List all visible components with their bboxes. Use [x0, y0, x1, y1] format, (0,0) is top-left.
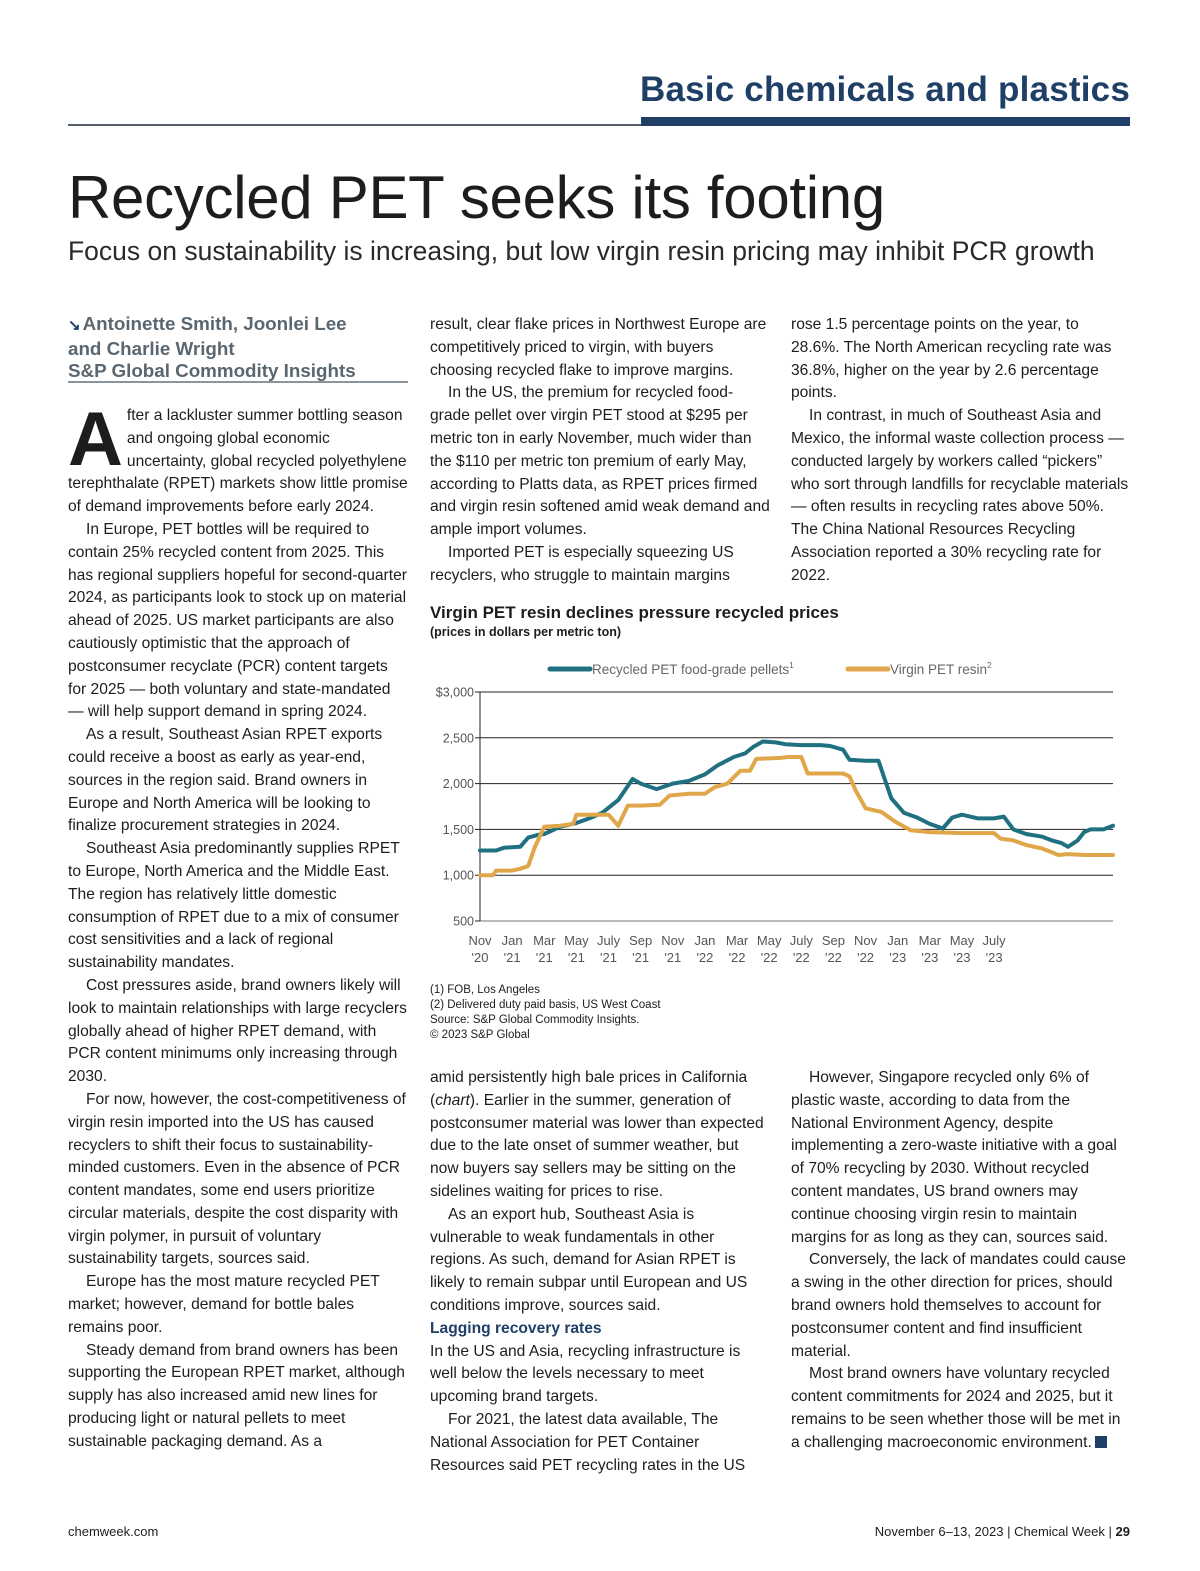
- x-tick-label: Jan: [887, 933, 909, 948]
- y-tick-label: 500: [453, 914, 474, 929]
- x-tick-label-year: '21: [503, 950, 521, 965]
- section-subhead: Lagging recovery rates: [430, 1319, 602, 1337]
- paragraph: As a result, Southeast Asian RPET exports could receive a boost as early as year-end, sources in the region said. Brand owners in Europe and North America will be looking to finalize procurement strategies in 2024.: [68, 726, 383, 835]
- paragraph: For 2021, the latest data available, The National Association for PET Container Resources said PET recycling rates in the US: [430, 1410, 746, 1474]
- headline: Recycled PET seeks its footing: [68, 164, 885, 231]
- final-text: Most brand owners have voluntary recycled content commitments for 2024 and 2025, but it remains to be seen whether those will be met in a challenging macroeconomic environment.: [791, 1365, 1121, 1451]
- y-tick-label: 2,500: [442, 731, 474, 746]
- x-tick-label-year: '22: [792, 950, 810, 965]
- x-tick-label: Sep: [629, 933, 653, 948]
- x-tick-label-year: '22: [857, 950, 875, 965]
- x-tick-label: May: [564, 933, 589, 948]
- paragraph: In contrast, in much of Southeast Asia and Mexico, the informal waste collection process — conducted largely by workers called “pickers” who sort through landfills for recyclable materials — often results in recycling rates above 50%. The China National Resources Recycling Association reported a 30% recycling rate for 2022.: [791, 407, 1129, 584]
- byline: [68, 313, 408, 383]
- chart-notes: [430, 983, 661, 1043]
- x-tick-label-year: '21: [535, 950, 553, 965]
- x-tick-label-year: '23: [921, 950, 939, 965]
- legend-label: Recycled PET food-grade pellets$^1$: [592, 660, 794, 677]
- x-tick-label-year: '22: [760, 950, 778, 965]
- x-tick-label-year: '22: [696, 950, 714, 965]
- footer-separator: |: [1007, 1524, 1011, 1539]
- legend-label: Virgin PET resin$^2$: [890, 660, 992, 677]
- chart-title: Virgin PET resin declines pressure recycled prices: [430, 603, 839, 622]
- series-line-virgin: [480, 757, 1113, 875]
- paragraph: Conversely, the lack of mandates could cause a swing in the other direction for prices, should brand owners hold themselves to account for postconsumer content and find insufficient material.: [791, 1251, 1126, 1360]
- x-tick-label-year: '21: [664, 950, 682, 965]
- column-3-top: [791, 314, 1131, 588]
- section-label: Basic chemicals and plastics: [639, 70, 1130, 109]
- x-tick-label-year: '22: [824, 950, 842, 965]
- chart-source: Source: S&P Global Commodity Insights.: [430, 1014, 640, 1026]
- column-1: [68, 397, 408, 1454]
- paragraph: [430, 1067, 770, 1204]
- paragraph: Southeast Asia predominantly supplies RPET to Europe, North America and the Middle East. The region has relatively little domestic consumption of RPET due to a mix of consumer cost sensitivities and a lack of regional sustainability mandates.: [68, 840, 400, 972]
- chart-note: (2) Delivered duty paid basis, US West Coast: [430, 999, 661, 1011]
- x-tick-label-year: '23: [953, 950, 971, 965]
- paragraph: In Europe, PET bottles will be required to contain 25% recycled content from 2025. This has regional suppliers hopeful for second-quarter 2024, as participants look to stock up on material ahead of 2025. US market participants are also cautiously optimistic that the approach of postconsumer recyclate (PCR) content targets for 2025 — both voluntary and state-mandated — will help support demand in spring 2024.: [68, 520, 407, 721]
- chart-reference: chart: [435, 1091, 470, 1109]
- paragraph: rose 1.5 percentage points on the year, to 28.6%. The North American recycling rate was 36.8%, higher on the year by 2.6 percentage points.: [791, 316, 1112, 402]
- lead-text: fter a lackluster summer bottling season and ongoing global economic uncertainty, global recycled polyethylene terephthalate (RPET) markets show little promise of demand improvements before early 2024.: [68, 407, 408, 516]
- footer-separator: |: [1108, 1524, 1112, 1539]
- text-run: ). Earlier in the summer, generation of postconsumer material was lower than expected due to the late onset of summer weather, but now buyers say sellers may be sitting on the sidelines waiting for prices to rise.: [430, 1091, 764, 1200]
- x-tick-label: July: [596, 933, 621, 948]
- paragraph: However, Singapore recycled only 6% of plastic waste, according to data from the National Environment Agency, despite implementing a zero-waste initiative with a goal of 70% recycling by 2030. Without recycled content mandates, US brand owners may continue choosing virgin resin to maintain margins for as long as they can, sources said.: [791, 1069, 1117, 1246]
- x-tick-label: May: [949, 933, 975, 948]
- y-tick-label: 2,000: [442, 777, 474, 792]
- column-3-bottom: [791, 1067, 1131, 1455]
- footer-publication: Chemical Week: [1014, 1524, 1105, 1539]
- legend-footnote-marker: 2: [987, 660, 992, 670]
- x-tick-label-year: '21: [600, 950, 618, 965]
- x-tick-label: July: [789, 933, 813, 948]
- end-mark-icon: [1095, 1436, 1107, 1448]
- byline-authors-2: and Charlie Wright: [68, 337, 235, 359]
- paragraph: result, clear flake prices in Northwest Europe are competitively priced to virgin, with buyers choosing recycled flake to improve margins.: [430, 316, 767, 379]
- paragraph: Imported PET is especially squeezing US recyclers, who struggle to maintain margins: [430, 543, 734, 584]
- paragraph: Steady demand from brand owners has been supporting the European RPET market, although supply has also increased amid new lines for producing light or natural pellets to meet sustainable packaging demand. As a: [68, 1341, 405, 1450]
- paragraph: Cost pressures aside, brand owners likely will look to maintain relationships with large recyclers globally ahead of higher RPET demand, with PCR content minimums only increasing through 2030.: [68, 976, 407, 1086]
- x-tick-label: Sep: [821, 933, 846, 948]
- paragraph: Europe has the most mature recycled PET market; however, demand for bottle bales remains poor.: [68, 1273, 380, 1336]
- y-tick-label: 1,500: [442, 822, 474, 837]
- footer-folio: [875, 1524, 1130, 1539]
- subheadline: Focus on sustainability is increasing, but low virgin resin pricing may inhibit PCR growth: [68, 236, 1095, 266]
- footer-date: November 6–13, 2023: [874, 1524, 1004, 1539]
- drop-cap: A: [68, 397, 123, 482]
- x-tick-label: Jan: [501, 933, 523, 948]
- footer-website: chemweek.com: [68, 1524, 159, 1539]
- chart-copyright: © 2023 S&P Global: [430, 1029, 530, 1041]
- x-tick-label: July: [982, 933, 1006, 948]
- x-tick-label: Mar: [533, 933, 556, 948]
- x-tick-label: Nov: [661, 933, 685, 948]
- paragraph: In the US and Asia, recycling infrastructure is well below the levels necessary to meet upcoming brand targets.: [430, 1342, 741, 1406]
- x-tick-label: Jan: [694, 933, 716, 948]
- x-tick-label-year: '21: [567, 950, 585, 965]
- column-2-bottom: [430, 1067, 770, 1477]
- paragraph: In the US, the premium for recycled food-grade pellet over virgin PET stood at $295 per metric ton in early November, much wider than the $110 per metric ton premium of early May, according to Platts data, as RPET prices firmed and virgin resin softened amid weak demand and ample import volumes.: [430, 384, 770, 539]
- text-run: amid persistently high bale prices in California (: [430, 1069, 748, 1109]
- x-tick-label: Mar: [725, 933, 749, 948]
- byline-org: S&P Global Commodity Insights: [68, 360, 356, 382]
- price-chart: [420, 650, 1130, 980]
- paragraph: As an export hub, Southeast Asia is vulnerable to weak fundamentals in other regions. As such, demand for Asian RPET is likely to remain subpar until European and US conditions improve, sources said.: [430, 1205, 748, 1314]
- x-tick-label: Nov: [854, 933, 878, 948]
- lead-paragraph: [68, 397, 408, 519]
- paragraph: [791, 1363, 1131, 1454]
- paragraph: For now, however, the cost-competitiveness of virgin resin imported into the US has caused recyclers to shift their focus to sustainability-minded customers. Even in the absence of PCR content mandates, some end users prioritize circular materials, despite the cost disparity with virgin polymer, in pursuit of voluntary sustainability targets, sources said.: [68, 1090, 406, 1268]
- page-number: 29: [1115, 1524, 1130, 1539]
- x-tick-label: Mar: [918, 933, 942, 948]
- x-tick-label: Nov: [468, 933, 492, 948]
- chart-note: (1) FOB, Los Angeles: [430, 984, 540, 996]
- legend-footnote-marker: 1: [789, 660, 794, 670]
- x-tick-label-year: '21: [632, 950, 650, 965]
- x-tick-label: May: [756, 933, 782, 948]
- x-tick-label-year: '22: [728, 950, 746, 965]
- column-2-top: [430, 314, 770, 588]
- byline-authors-1: Antoinette Smith, Joonlei Lee: [82, 313, 347, 334]
- arrow-icon: ↘: [68, 317, 81, 334]
- header-accent-bar: [641, 117, 1130, 126]
- y-tick-label: $3,000: [435, 685, 474, 700]
- x-tick-label-year: '23: [889, 950, 907, 965]
- chart-subtitle: (prices in dollars per metric ton): [430, 625, 622, 639]
- y-tick-label: 1,000: [442, 868, 474, 883]
- byline-rule: [68, 381, 408, 383]
- x-tick-label-year: '20: [471, 950, 489, 965]
- x-tick-label-year: '23: [985, 950, 1003, 965]
